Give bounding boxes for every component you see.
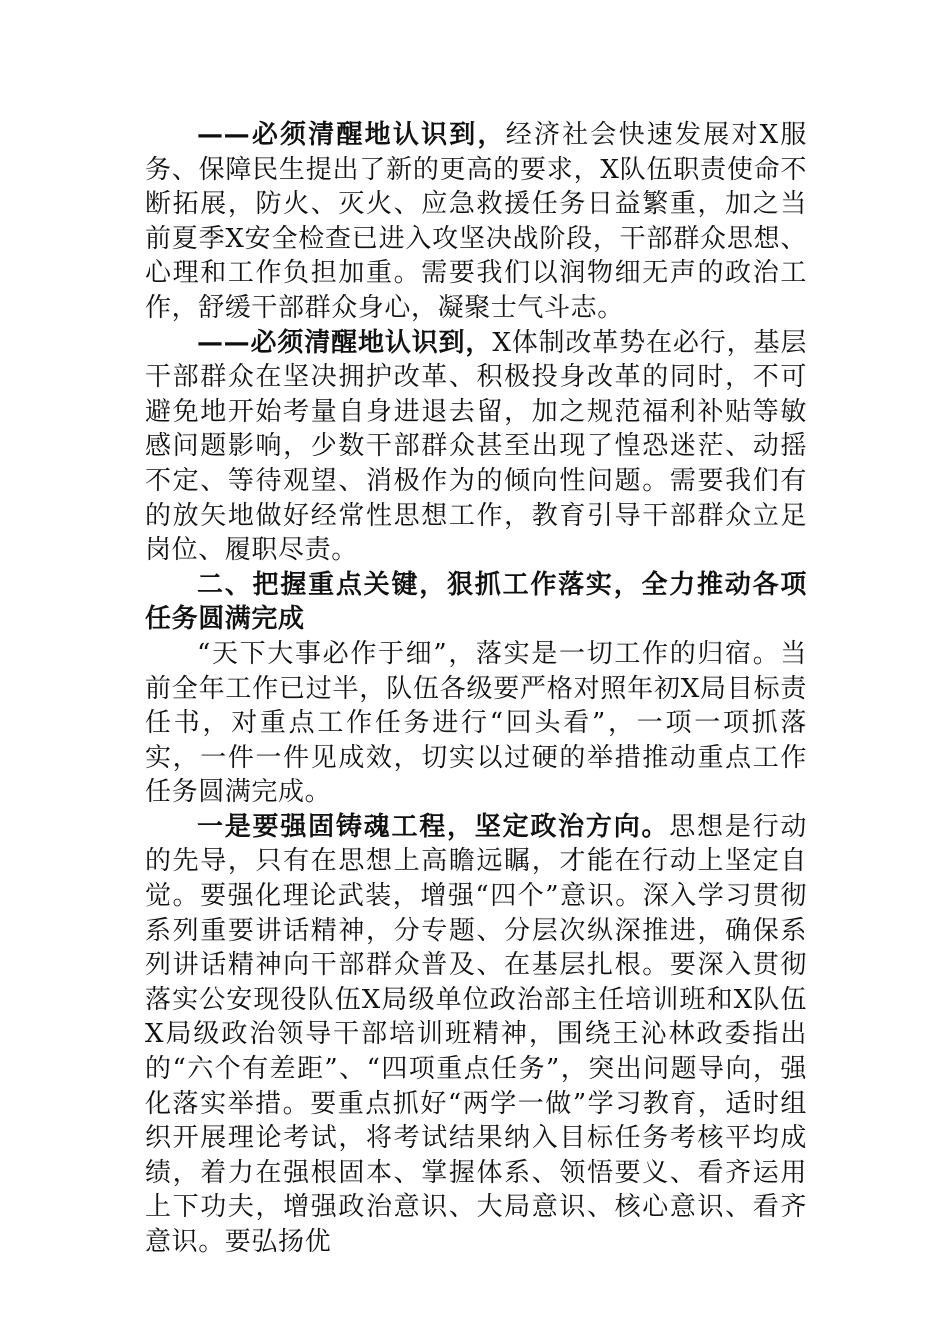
paragraph-body: 思想是行动的先导，只有在思想上高瞻远瞩，才能在行动上坚定自觉。要强化理论武装，增强“四个”意识。深入学习贯彻系列重要讲话精神，分专题、分层次纵深推进，确保系列讲话精神向干部群众普及、在基层扎根。要深入贯彻落实公安现役队伍X局级单位政治部主任培训班和X队伍X局级政治领导干部培训班精神，围绕王沁林政委指出的“六个有差距”、“四项重点任务”，突出问题导向，强化落实举措。要重点抓好“两学一做”学习教育，适时组织开展理论考试，将考试结果纳入目标任务考核平均成绩，着力在强根固本、掌握体系、领悟要义、看齐运用上下功夫，增强政治意识、大局意识、核心意识、看齐意识。要弘扬优 [145, 811, 807, 1257]
section-intro: “天下大事必作于细”，落实是一切工作的归宿。当前全年工作已过半，队伍各级要严格对照年初X局目标责任书，对重点工作任务进行“回头看”，一项一项抓落实，一件一件见成效，切实以过硬的举措推动重点工作任务圆满完成。 [145, 638, 807, 808]
paragraph-body: 经济社会快速发展对X服务、保障民生提出了新的更高的要求，X队伍职责使命不断拓展，防火、灭火、应急救援任务日益繁重，加之当前夏季X安全检查已进入攻坚决战阶段，干部群众思想、心理和工作负担加重。需要我们以润物细无声的政治工作，舒缓干部群众身心，凝聚士气斗志。 [145, 120, 807, 323]
paragraph-point-one [145, 810, 807, 1260]
document-page [145, 118, 807, 1260]
paragraph-lead: ——必须清醒地认识到， [197, 120, 506, 150]
paragraph-awareness-1 [145, 118, 807, 326]
paragraph-awareness-2 [145, 326, 807, 568]
paragraph-lead: 一是要强固铸魂工程，坚定政治方向。 [197, 811, 670, 842]
paragraph-lead: ——必须清醒地认识到， [197, 327, 493, 358]
paragraph-body: X体制改革势在必行，基层干部群众在坚决拥护改革、积极投身改革的同时，不可避免地开始考量自身进退去留，加之规范福利补贴等敏感问题影响，少数干部群众甚至出现了惶恐迷茫、动摇不定、等待观望、消极作为的倾向性问题。需要我们有的放矢地做好经常性思想工作，教育引导干部群众立足岗位、履职尽责。 [145, 327, 807, 566]
section-heading: 二、把握重点关键，狠抓工作落实，全力推动各项任务圆满完成 [145, 569, 807, 635]
